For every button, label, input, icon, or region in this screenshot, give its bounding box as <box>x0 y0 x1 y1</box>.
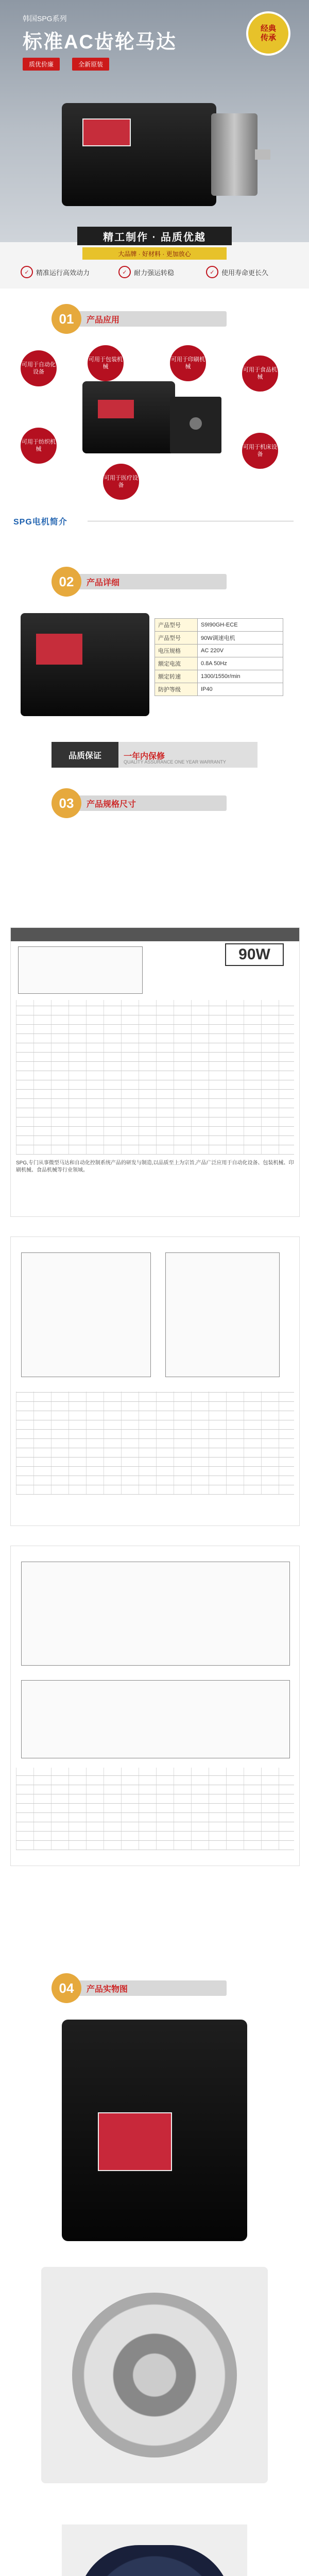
spec-key: 额定转速 <box>155 670 198 683</box>
datasheet-page-1 <box>10 927 300 1217</box>
spec-value: IP40 <box>198 683 283 696</box>
feature-item <box>21 266 90 278</box>
motor-label <box>82 118 131 146</box>
section-header <box>52 567 258 598</box>
motor-image-small <box>82 381 175 453</box>
power-rating: 90W <box>225 943 284 966</box>
warranty-title: 品质保证 <box>52 742 118 768</box>
spec-row <box>155 632 283 645</box>
speed-controller-image <box>170 397 221 453</box>
warranty-text: 一年内保修 <box>124 752 165 761</box>
page-title: 标准AC齿轮马达 <box>23 31 177 53</box>
spec-value: 90W调速电机 <box>198 632 283 645</box>
section-number: 04 <box>52 1973 81 2003</box>
section-header <box>52 304 258 335</box>
shaft <box>255 149 270 160</box>
section-photos <box>0 1958 309 2576</box>
spec-key: 额定电流 <box>155 657 198 670</box>
spec-key: 产品型号 <box>155 619 198 632</box>
gearbox <box>211 113 258 196</box>
spec-row <box>155 619 283 632</box>
hero-banner <box>0 0 309 289</box>
feature-item <box>206 266 268 278</box>
controller-knob <box>190 417 202 430</box>
application-bubble: 可用于机床设备 <box>242 433 278 469</box>
application-bubble: 可用于纺织机械 <box>21 428 57 464</box>
section-number: 03 <box>52 788 81 818</box>
fan-cover <box>77 2545 232 2576</box>
feature-item <box>118 266 174 278</box>
dimension-drawing <box>165 1252 280 1377</box>
motor-label <box>36 634 82 665</box>
application-bubble: 可用于自动化设备 <box>21 350 57 386</box>
motor-drawing <box>18 946 143 994</box>
spec-key: 电压规格 <box>155 645 198 657</box>
promo-sub: 大品牌 · 好材料 · 更加放心 <box>82 247 227 260</box>
spec-value: S9I90GH-ECE <box>198 619 283 632</box>
datasheet-page-3 <box>10 1546 300 1866</box>
section-title: 产品实物图 <box>87 1985 128 1994</box>
spec-value: AC 220V <box>198 645 283 657</box>
motor-detail-image <box>21 613 149 716</box>
section-number: 01 <box>52 304 81 334</box>
warranty-banner <box>52 742 258 768</box>
spec-value: 1300/1550r/min <box>198 670 283 683</box>
hero-band <box>0 231 309 289</box>
application-bubble: 可用于食品机械 <box>242 355 278 392</box>
pill-quality: 质优价廉 <box>23 58 60 71</box>
promo-main: 精工制作 · 品质优越 <box>77 227 232 245</box>
motor-label <box>98 400 134 418</box>
spec-row <box>155 670 283 683</box>
section-number: 02 <box>52 567 81 597</box>
gear-motor-image <box>62 82 258 237</box>
dimension-grid <box>16 1392 294 1495</box>
check-icon: ✓ <box>206 266 218 278</box>
datasheet-header <box>11 928 299 941</box>
spec-grid <box>16 1000 294 1155</box>
dimension-drawing <box>21 1252 151 1377</box>
classic-badge <box>246 11 290 56</box>
datasheet-note: SPG,专门从事微型马达和自动化控制系统产品的研发与制造,以品质至上为宗旨,产品广泛应用于自动化设备、包装机械、印刷机械、食品机械等行业领域。 <box>16 1160 294 1173</box>
check-icon: ✓ <box>21 266 33 278</box>
rear-cover-photo <box>62 2524 247 2576</box>
datasheet-page-2 <box>10 1236 300 1526</box>
application-bubble: 可用于包装机械 <box>88 345 124 381</box>
section-details <box>0 556 309 927</box>
pill-original: 全新原装 <box>72 58 109 71</box>
shaft-ring <box>72 2293 237 2458</box>
section-dimensions <box>0 927 309 1958</box>
spec-row <box>155 683 283 696</box>
spec-row <box>155 645 283 657</box>
series-tag: 韩国SPG系列 <box>23 14 67 23</box>
feature-label: 精准运行高效动力 <box>36 268 90 277</box>
feature-label: 耐力强运转稳 <box>134 268 175 277</box>
spec-row <box>155 657 283 670</box>
spec-value: 0.8A 50Hz <box>198 657 283 670</box>
feature-label: 使用寿命更长久 <box>221 268 269 277</box>
intro-title: SPG电机简介 <box>13 518 67 527</box>
wiring-drawing <box>21 1680 290 1758</box>
flange-photo <box>41 2267 268 2483</box>
badge-line1: 经典 <box>260 24 276 33</box>
section-title: 产品应用 <box>87 316 120 325</box>
section-header <box>52 788 258 819</box>
spec-key: 产品型号 <box>155 632 198 645</box>
application-bubble: 可用于印刷机械 <box>170 345 206 381</box>
section-application <box>0 289 309 556</box>
dimension-grid <box>16 1768 294 1850</box>
check-icon: ✓ <box>118 266 131 278</box>
section-header <box>52 1973 258 2004</box>
section-title: 产品详细 <box>87 579 120 587</box>
warranty-subtext: QUALITY ASSURANCE ONE YEAR WARRANTY <box>124 759 226 765</box>
motor-label <box>98 2112 172 2171</box>
motor-photo <box>62 2020 247 2241</box>
spec-key: 防护等级 <box>155 683 198 696</box>
dimension-drawing <box>21 1562 290 1666</box>
section-title: 产品规格尺寸 <box>87 800 136 809</box>
spec-table <box>154 618 283 696</box>
badge-line2: 传承 <box>260 33 276 42</box>
application-bubble: 可用于医疗设备 <box>103 464 139 500</box>
